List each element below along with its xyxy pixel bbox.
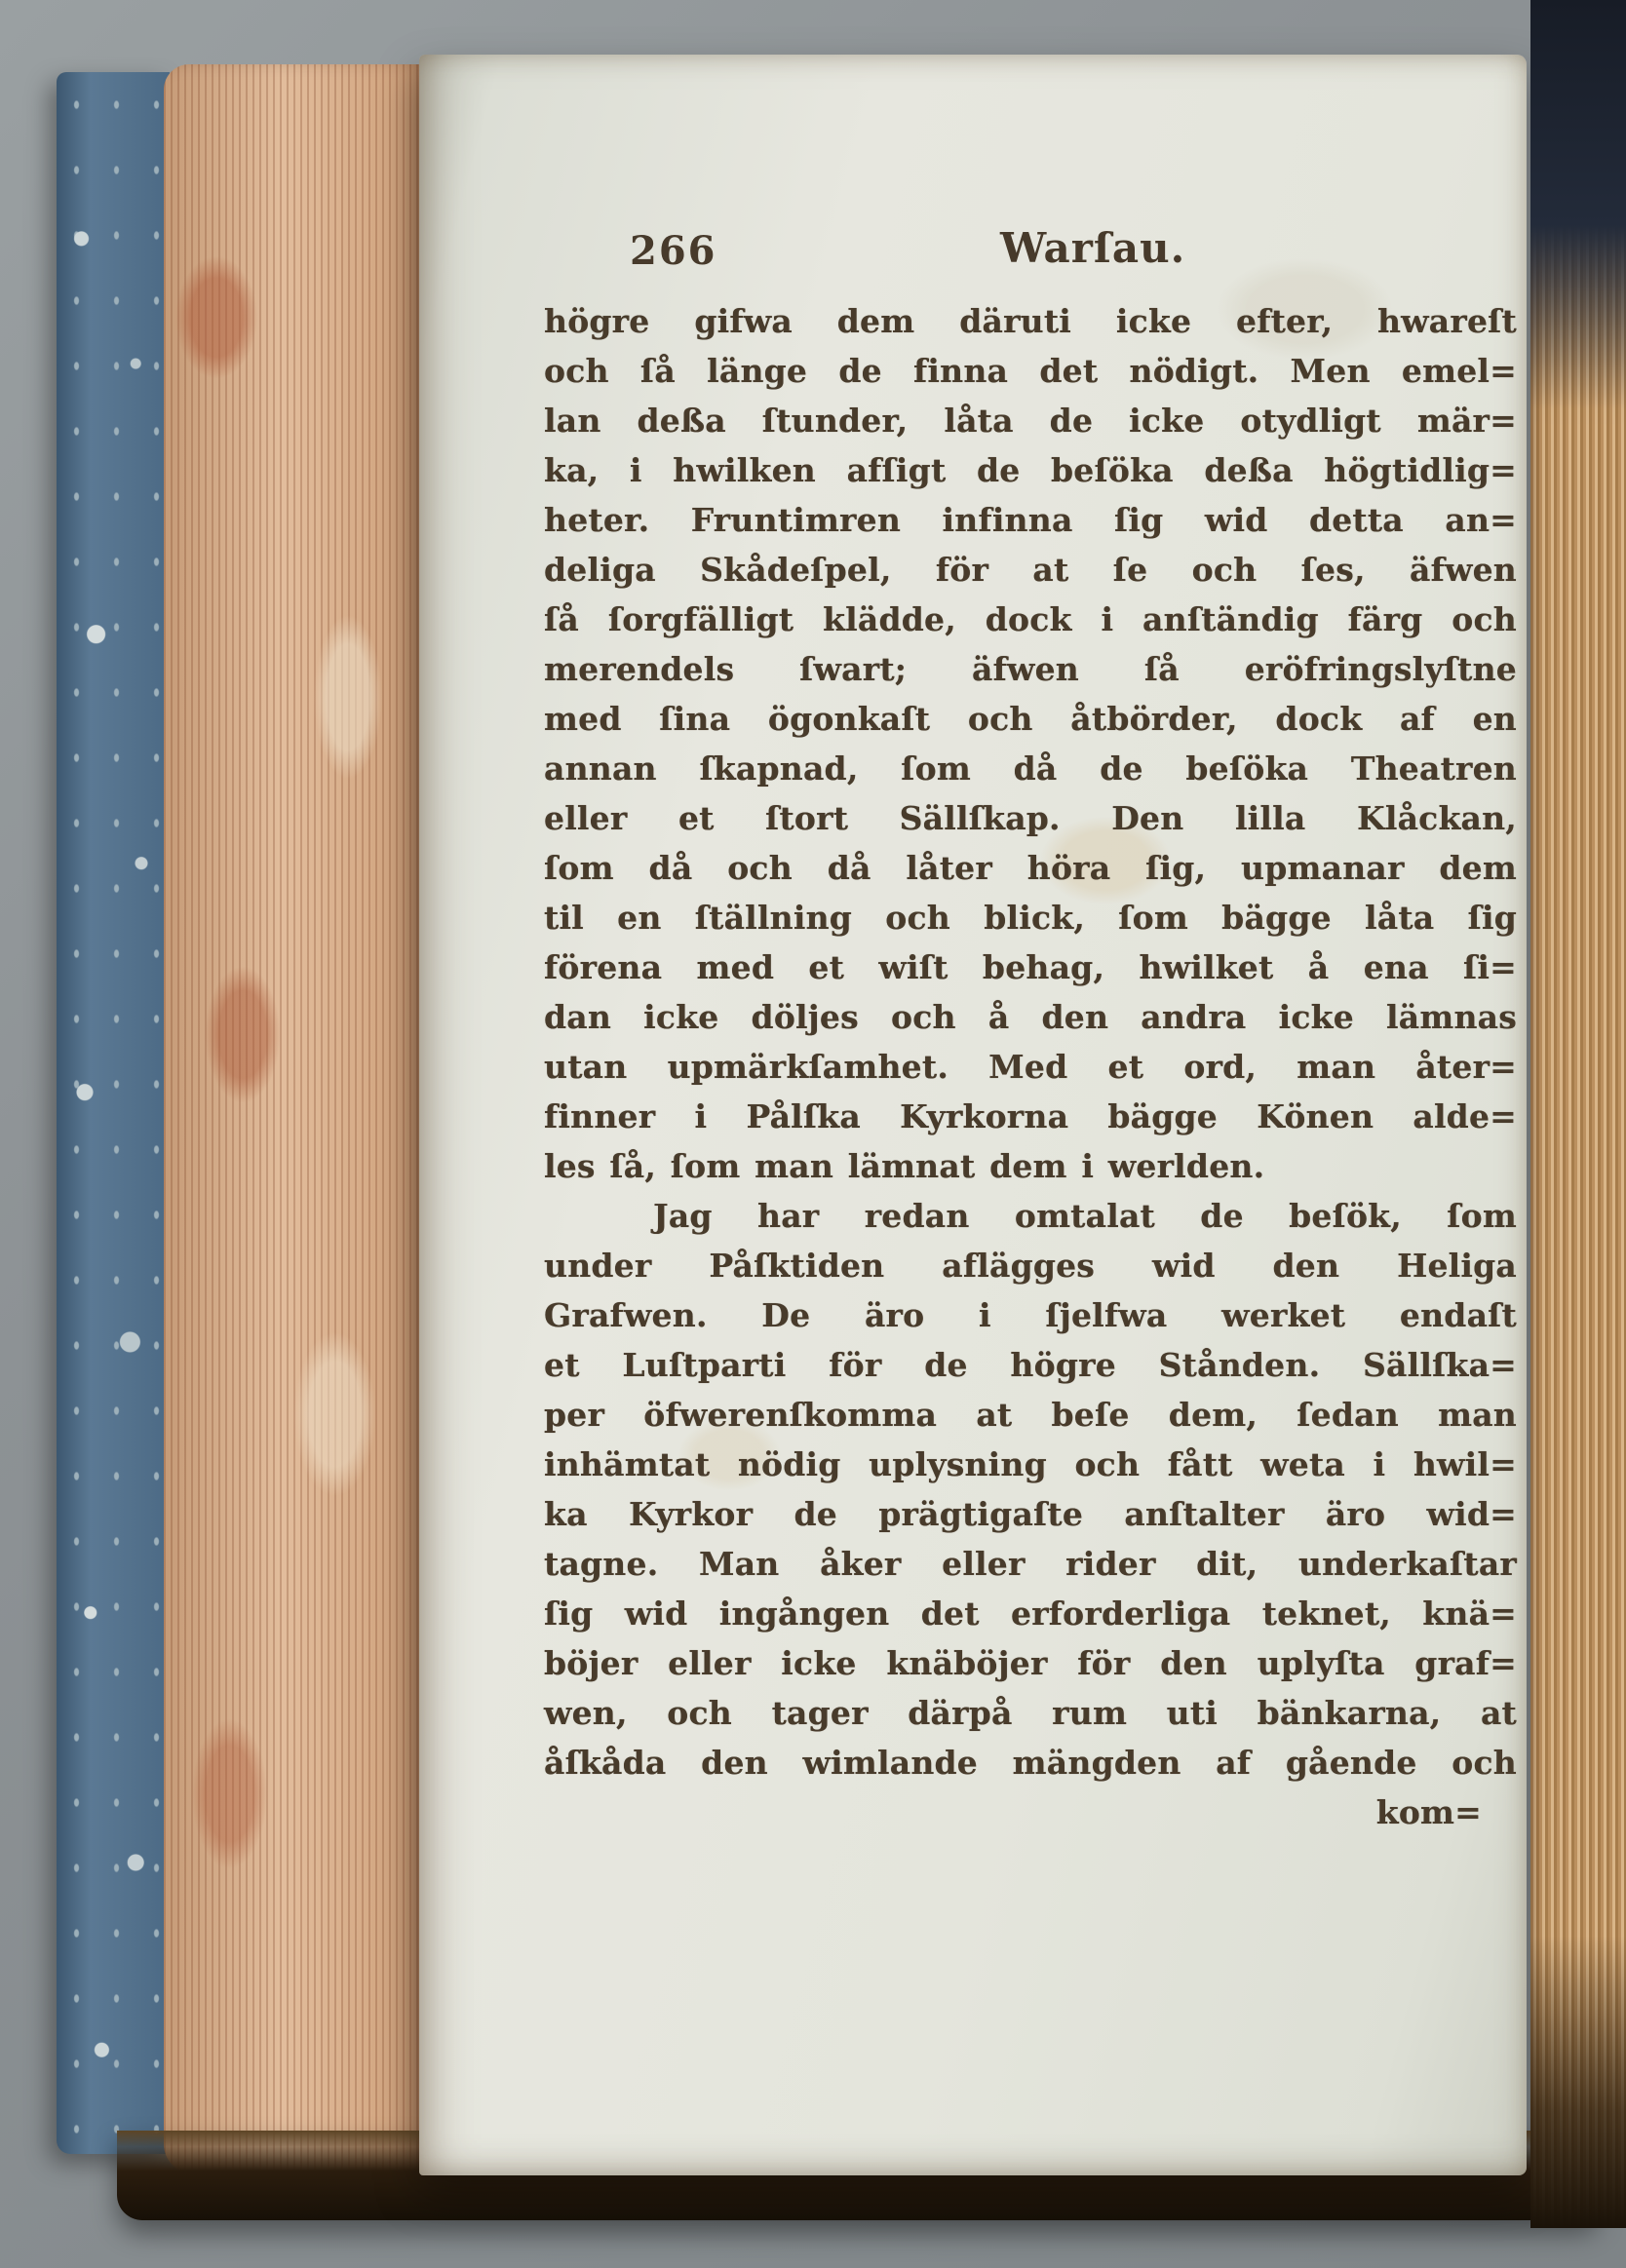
text-line: inhämtat nödig uplysning och fått weta i hwil= [544, 1445, 1517, 1483]
text-line: Jag har redan omtalat de beſök, ſom [653, 1197, 1517, 1235]
text-line: merendels ſwart; äfwen ſå eröfringslyſtne [544, 650, 1517, 688]
text-line: med ſina ögonkaſt och åtbörder, dock af en [544, 700, 1517, 738]
text-line: och ſå länge de finna det nödigt. Men emel= [544, 352, 1517, 390]
page-edges-right-shadow [1530, 1936, 1626, 2228]
catchword: kom= [1375, 1793, 1482, 1831]
text-line: förena med et wiſt behag, hwilket å ena ſi= [544, 948, 1517, 986]
book-page [419, 55, 1527, 2175]
text-line: lan deßa ſtunder, låta de icke otydligt mär= [544, 402, 1517, 440]
page-edges-left [164, 64, 427, 2173]
text-line: eller et ſtort Sällſkap. Den lilla Klåckan, [544, 799, 1517, 837]
text-line: til en ſtällning och blick, ſom bägge låta ſig [544, 899, 1517, 937]
text-line: heter. Fruntimren infinna ſig wid detta an= [544, 501, 1517, 539]
text-line: finner i Pålſka Kyrkorna bägge Könen alde= [544, 1097, 1517, 1135]
text-line: per öfwerenſkomma at beſe dem, ſedan man [544, 1396, 1517, 1434]
text-line: wen, och tager därpå rum uti bänkarna, at [544, 1694, 1517, 1732]
text-line: under Påſktiden aflägges wid den Heliga [544, 1247, 1517, 1285]
text-line: utan upmärkſamhet. Med et ord, man åter= [544, 1048, 1517, 1086]
text-line: dan icke döljes och å den andra icke lämnas [544, 998, 1517, 1036]
text-line: böjer eller icke knäböjer för den uplyſta graf= [544, 1644, 1517, 1682]
text-line: tagne. Man åker eller rider dit, underkaſtar [544, 1545, 1517, 1583]
text-line: åſkåda den wimlande mängden af gående och [544, 1744, 1517, 1782]
text-line: deliga Skådeſpel, för at ſe och ſes, äfwen [544, 551, 1517, 589]
text-line: annan ſkapnad, ſom då de beſöka Theatren [544, 750, 1517, 788]
page-edges-right [1530, 0, 1626, 2228]
text-line: Grafwen. De äro i ſjelfwa werket endaſt [544, 1296, 1517, 1334]
text-line: les ſå, ſom man lämnat dem i werlden. [544, 1147, 1265, 1185]
book-cover-edge-left [57, 72, 170, 2154]
book-cover-edge-right [1530, 0, 1626, 409]
running-title: Warſau. [1000, 224, 1186, 272]
text-line: ſå ſorgfälligt klädde, dock i anſtändig färg och [544, 600, 1517, 638]
page-text-block [544, 296, 1517, 1837]
text-line: ſig wid ingången det erforderliga teknet, knä= [544, 1595, 1517, 1633]
text-line: et Luſtparti för de högre Stånden. Sällſka= [544, 1346, 1517, 1384]
text-line: ſom då och då låter höra ſig, upmanar dem [544, 849, 1517, 887]
text-line: ka, i hwilken afſigt de beſöka deßa högtidlig= [544, 451, 1517, 489]
page-header [419, 224, 1527, 283]
page-number: 266 [630, 228, 717, 274]
text-line: högre gifwa dem däruti icke efter, hwareſt [544, 302, 1517, 340]
text-line: ka Kyrkor de prägtigaſte anſtalter äro wid= [544, 1495, 1517, 1533]
